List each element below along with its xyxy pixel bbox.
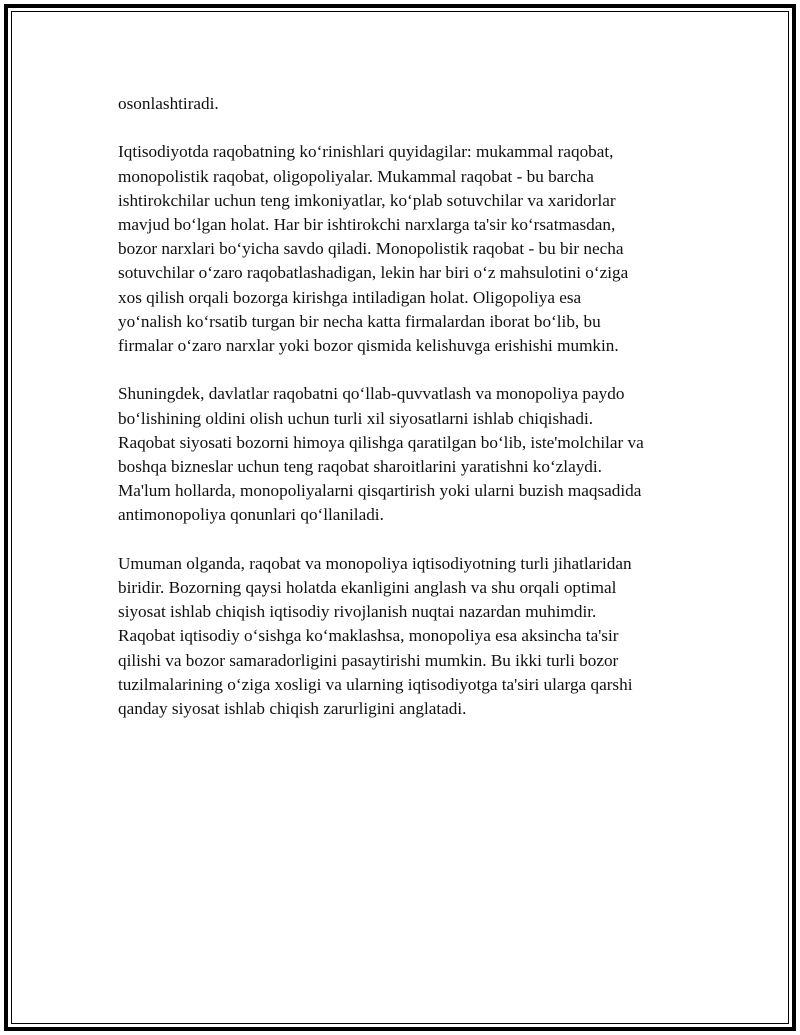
document-body <box>118 92 708 745</box>
paragraph-conclusion: Umuman olganda, raqobat va monopoliya iqtisodiyotning turli jihatlaridan biridir. Bozorning qaysi holatda ekanligini anglash va shu orqali optimal siyosat ishlab chiqish iqtisodiy rivojlanish nuqtai nazardan muhimdir. Raqobat iqtisodiy o‘sishga ko‘maklashsa, monopoliya esa aksincha ta'sir qilishi va bozor samaradorligini pasaytirishi mumkin. Bu ikki turli bozor tuzilmalarining o‘ziga xosligi va ularning iqtisodiyotga ta'siri ularga qarshi qanday siyosat ishlab chiqish zarurligini anglatadi. <box>118 553 633 719</box>
page-border <box>4 4 796 1031</box>
paragraph-competition-types: Iqtisodiyotda raqobatning ko‘rinishlari quyidagilar: mukammal raqobat, monopolistik raqobat, oligopoliyalar. Mukammal raqobat - bu barcha ishtirokchilar uchun teng imkoniyatlar, ko‘plab sotuvchilar va xaridorlar mavjud bo‘lgan holat. Har bir ishtirokchi narxlarga ta'sir ko‘rsatmasdan, bozor narxlari bo‘yicha savdo qiladi. Monopolistik raqobat - bu bir necha sotuvchilar o‘zaro raqobatlashadigan, lekin har biri o‘z mahsulotini o‘ziga xos qilish orqali bozorga kirishga intiladigan holat. Oligopoliya esa yo‘nalish ko‘rsatib turgan bir necha katta firmalardan iborat bo‘lib, bu firmalar o‘zaro narxlar yoki bozor qismida kelishuvga erishishi mumkin. <box>118 142 629 356</box>
paragraph-state-policy: Shuningdek, davlatlar raqobatni qo‘llab-quvvatlash va monopoliya paydo bo‘lishining oldini olish uchun turli xil siyosatlarni ishlab chiqishadi. Raqobat siyosati bozorni himoya qilishga qaratilgan bo‘lib, iste'molchilar va boshqa bizneslar uchun teng raqobat sharoitlarini yaratishni ko‘zlaydi. Ma'lum hollarda, monopoliyalarni qisqartirish yoki ularni buzish maqsadida antimonopoliya qonunlari qo‘llaniladi. <box>118 384 644 525</box>
paragraph-continuation: osonlashtiradi. <box>118 94 219 113</box>
